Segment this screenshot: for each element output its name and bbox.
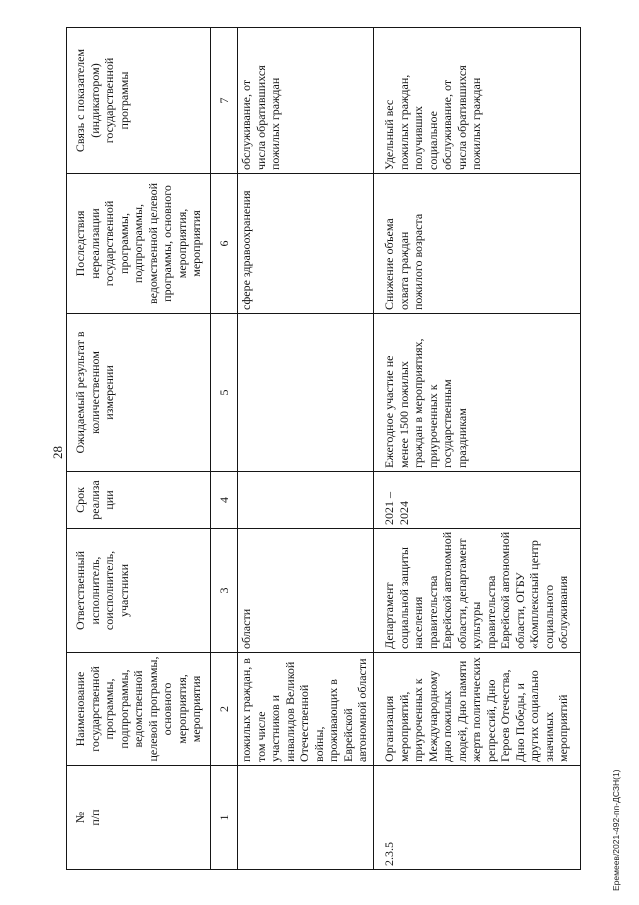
header-cell-consequences: Последствия нереализации государственной программы, подпрограммы, ведомственной целевой программы, основного мероприятия, мероприятия xyxy=(67,174,211,314)
table-cell-expected-result: Ежегодное участие не менее 1500 пожилых граждан в мероприятиях, приуроченных к государственным праздникам xyxy=(374,314,581,472)
column-number-cell: 4 xyxy=(211,472,238,529)
page-number: 28 xyxy=(50,446,65,459)
table-cell-name: Организация мероприятий, приуроченных к Международному дню пожилых людей, Дню памяти жертв политических репрессий, Дню Героев Отечества, Дню Победы, и других социально значимых мероприятий xyxy=(374,653,581,766)
header-row xyxy=(67,28,211,870)
header-cell-name: Наименование государственной программы, подпрограммы, ведомственной целевой программы, основного мероприятия, мероприятия xyxy=(67,653,211,766)
table-cell-executor: Департамент социальной защиты населения правительства Еврейской автономной области, департамент культуры правительства Еврейской автономной области, ОГБУ «Комплексный центр социального обслуживания xyxy=(374,529,581,653)
table-cell-expected-result xyxy=(238,314,374,472)
header-cell-term: Срок реализа ции xyxy=(67,472,211,529)
column-number-cell: 2 xyxy=(211,653,238,766)
column-number-row xyxy=(211,28,238,870)
header-cell-number: № п/п xyxy=(67,766,211,870)
table-row xyxy=(374,28,581,870)
table-cell-term: 2021 – 2024 xyxy=(374,472,581,529)
header-cell-expected-result: Ожидаемый результат в количественном измерении xyxy=(67,314,211,472)
program-table xyxy=(66,27,581,870)
column-number-cell: 3 xyxy=(211,529,238,653)
header-cell-executor: Ответственный исполнитель, соисполнитель, участники xyxy=(67,529,211,653)
table-cell-number xyxy=(238,766,374,870)
table-cell-consequences: Снижение объема охвата граждан пожилого возраста xyxy=(374,174,581,314)
column-number-cell: 1 xyxy=(211,766,238,870)
table-cell-name: пожилых граждан, в том числе участников и инвалидов Великой Отечественной войны, проживающих в Еврейской автономной области xyxy=(238,653,374,766)
column-number-cell: 6 xyxy=(211,174,238,314)
column-number-cell: 7 xyxy=(211,28,238,174)
header-cell-indicator-link: Связь с показателем (индикатором) государственной программы xyxy=(67,28,211,174)
table-cell-indicator-link: Удельный вес пожилых граждан, получивших социальное обслуживание, от числа обратившихся пожилых граждан xyxy=(374,28,581,174)
table-cell-number: 2.3.5 xyxy=(374,766,581,870)
table-row xyxy=(238,28,374,870)
footer-code: Еремеев/2021-492-пп-ДСЗН(1) xyxy=(611,769,621,891)
table-cell-term xyxy=(238,472,374,529)
table-cell-consequences: сфере здравоохранения xyxy=(238,174,374,314)
table-cell-indicator-link: обслуживание, от числа обратившихся пожилых граждан xyxy=(238,28,374,174)
table-cell-executor: области xyxy=(238,529,374,653)
column-number-cell: 5 xyxy=(211,314,238,472)
